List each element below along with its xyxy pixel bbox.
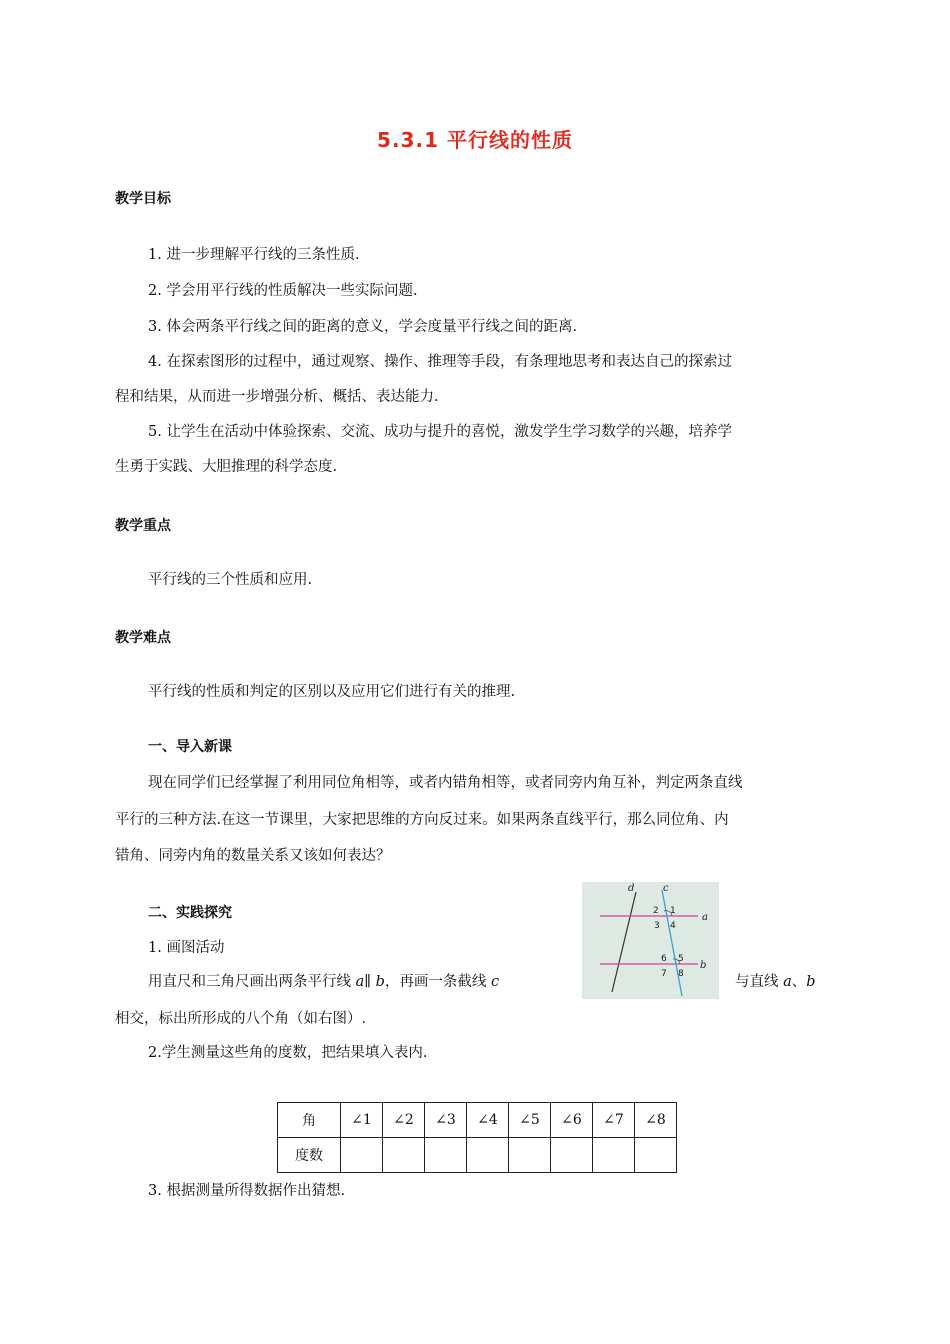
parallel-lines-figure [582,882,719,999]
step2-text: 2.学生测量这些角的度数，把结果填入表内. [148,1045,428,1061]
objective-item-4-cont: 程和结果，从而进一步增强分析、概括、表达能力. [115,389,439,405]
step1-text-c: 与直线 [735,974,779,990]
table-cell-angle: ∠3 [425,1103,467,1138]
step1-line-cont: 相交，标出所形成的八个角（如右图）. [115,1011,367,1027]
objective-item-1: 1. 进一步理解平行线的三条性质. [148,247,360,263]
angle-label-2: 2 [653,906,659,916]
objective-item-5-cont: 生勇于实践、大胆推理的科学态度. [115,459,338,475]
objective-item-2: 2. 学会用平行线的性质解决一些实际问题. [148,283,418,299]
angle-label-7: 7 [661,969,667,979]
section1-line-1: 现在同学们已经掌握了利用同位角相等，或者内错角相等，或者同旁内角互补，判定两条直线 [148,775,743,791]
var-a: a [355,974,365,990]
table-cell-degree[interactable] [635,1138,677,1173]
table-cell-degree[interactable] [383,1138,425,1173]
step1-line [148,972,499,992]
section1-heading: 一、导入新课 [148,739,232,755]
table-header-degrees: 度数 [278,1138,341,1173]
objectives-heading: 教学目标 [115,191,171,207]
table-cell-angle: ∠5 [509,1103,551,1138]
angle-label-1: 1 [670,906,676,916]
table-cell-angle: ∠7 [593,1103,635,1138]
section2-heading: 二、实践探究 [148,905,232,921]
label-b: b [700,960,707,971]
step1-text-d: 、 [791,974,807,990]
label-d: d [628,883,635,894]
angle-label-8: 8 [678,969,684,979]
table-cell-angle: ∠6 [551,1103,593,1138]
table-cell-angle: ∠1 [341,1103,383,1138]
section1-line-2: 平行的三种方法.在这一节课里，大家把思维的方向反过来。如果两条直线平行，那么同位角、内 [115,812,729,828]
key-points-heading: 教学重点 [115,518,171,534]
step1-text-b: ，再画一条截线 [384,974,487,990]
table-header-angle: 角 [278,1103,341,1138]
table-row-angles [278,1103,677,1138]
step1-text-a: 用直尺和三角尺画出两条平行线 [148,974,351,990]
var-b: b [375,974,385,990]
step1-line-right [735,972,816,992]
label-c: c [663,883,669,894]
figure-svg [582,882,719,999]
table-cell-angle: ∠2 [383,1103,425,1138]
table-cell-degree[interactable] [467,1138,509,1173]
table-cell-degree[interactable] [425,1138,467,1173]
objective-item-5: 5. 让学生在活动中体验探索、交流、成功与提升的喜悦，激发学生学习数学的兴趣，培养学 [148,424,732,440]
step3-text: 3. 根据测量所得数据作出猜想. [148,1183,346,1199]
table-cell-angle: ∠8 [635,1103,677,1138]
section1-line-3: 错角、同旁内角的数量关系又该如何表达？ [115,848,391,864]
angle-label-3: 3 [654,921,660,931]
page-title: 5.3.1 平行线的性质 [377,128,573,152]
table-cell-degree[interactable] [509,1138,551,1173]
table-row-degrees [278,1138,677,1173]
var-b-2: b [806,974,816,990]
angle-label-5: 5 [678,954,684,964]
var-a-2: a [783,974,792,990]
objective-item-3: 3. 体会两条平行线之间的距离的意义，学会度量平行线之间的距离. [148,319,578,335]
table-cell-degree[interactable] [593,1138,635,1173]
difficulties-text: 平行线的性质和判定的区别以及应用它们进行有关的推理. [148,684,516,700]
angle-label-6: 6 [661,954,667,964]
angle-label-4: 4 [670,921,676,931]
angle-table [277,1102,677,1173]
var-c: c [490,974,500,990]
label-a: a [702,912,708,923]
difficulties-heading: 教学难点 [115,630,171,646]
step1-title: 1. 画图活动 [148,940,225,956]
table-cell-degree[interactable] [551,1138,593,1173]
parallel-symbol: ∥ [364,974,371,990]
key-points-text: 平行线的三个性质和应用. [148,572,313,588]
line-d [612,892,636,992]
table-cell-angle: ∠4 [467,1103,509,1138]
objective-item-4: 4. 在探索图形的过程中，通过观察、操作、推理等手段，有条理地思考和表达自己的探索过 [148,354,732,370]
table-cell-degree[interactable] [341,1138,383,1173]
